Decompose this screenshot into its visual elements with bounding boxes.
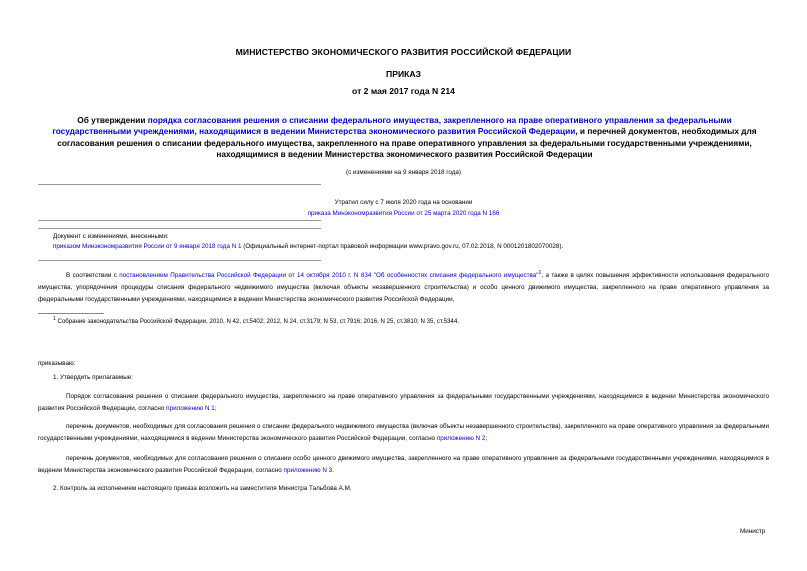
annex-3-end: . [332, 466, 334, 474]
annex-2-link[interactable]: приложению N 2 [436, 434, 486, 442]
footnote-number: 1 [53, 316, 56, 322]
annex-1-link[interactable]: приложению N 1 [166, 404, 215, 412]
item-2: 2. Контроль за исполнением настоящего приказа возложить на заместителя Министра Тальбова А.М. [53, 485, 352, 492]
item-1: 1. Утвердить прилагаемые: [53, 374, 133, 381]
annex-2-end: ; [485, 434, 488, 442]
order-heading: ПРИКАЗ [386, 69, 421, 79]
annex-1-end: ; [214, 404, 217, 412]
preamble-start: В соответствии с [66, 272, 120, 280]
annex-3-text: перечень документов, необходимых для согласования решения о списании особо ценного движимого имущества, закрепленного на праве оперативного управления за федеральными государственными учреждениями, находящимися в ведении Министерства экономического развития Российской Федерации, согласно [38, 455, 769, 474]
title-suffix: , и перечней документов, необходимых для согласования решения о списании федерального имущества, закрепленного на праве оперативного управления за федеральными государственными учреждениями, находящимися в ведении Министерства экономического развития Российской Федерации [57, 126, 757, 159]
preamble-paragraph [38, 268, 769, 305]
annex-1-text: Порядок согласования решения о списании федерального имущества, закрепленного на праве оперативного управления за федеральными государственными учреждениями, находящимися в ведении Министерства экономического развития Российской Федерации, согласно [38, 393, 769, 412]
lost-force-link[interactable]: приказа Минэкономразвития России от 25 марта 2020 года N 166 [307, 210, 500, 217]
footnote-ref: 1 [538, 270, 542, 276]
annex-2-text: перечень документов, необходимых для согласования решения о списании федерального недвижимого имущества (включая объекты незавершенного строительства), закрепленного на праве оперативного управления за федеральными государственными учреждениями, находящимися в ведении Министерства экономического развития Российской Федерации, согласно [38, 423, 769, 442]
order-date: от 2 мая 2017 года N 214 [352, 86, 455, 96]
divider [38, 220, 321, 221]
annex-1-paragraph [38, 391, 769, 415]
document-title [40, 115, 769, 160]
divider [38, 228, 321, 229]
changes-source: (Официальный интернет-портал правовой информации www.pravo.gov.ru, 07.02.2018, N 0001201802070028). [241, 243, 564, 250]
annex-3-link[interactable]: приложению N 3 [283, 466, 333, 474]
ministry-heading: МИНИСТЕРСТВО ЭКОНОМИЧЕСКОГО РАЗВИТИЯ РОССИЙСКОЙ ФЕДЕРАЦИИ [235, 47, 572, 57]
footnote-rule [38, 313, 104, 314]
changes-order-link[interactable]: приказом Минэкономразвития России от 9 января 2018 года N 1 [53, 243, 242, 250]
annex-2-paragraph [38, 421, 769, 445]
divider [38, 184, 321, 185]
footnote [53, 316, 459, 325]
title-procedure-link[interactable]: порядка согласования решения о списании федерального имущества, закрепленного на праве оперативного управления за федеральными государственными учреждениями, находящимися в ведении Министерства экономического развития Российской Федерации [52, 115, 732, 137]
revision-note: (с изменениями на 9 января 2018 года) [346, 169, 461, 176]
preamble-rest: , а также в целях повышения эффективности использования федерального имущества, упорядочения процедуры списания федерального недвижимого имущества (включая объекты незавершенного строительства) и особо ценного движимого имущества, закрепленного на праве оперативного управления за федеральными государственными учреждениями, находящимися в ведении Министерства экономического развития Российской Федерации, [38, 272, 769, 303]
footnote-text: Собрание законодательства Российской Федерации, 2010, N 42, ст.5402; 2012, N 24, ст.3179; N 53, ст.7916; 2016, N 25, ст.3810; N 35, ст.5344. [55, 318, 459, 326]
orders-line: приказываю: [38, 360, 76, 367]
title-prefix: Об утверждении [77, 115, 148, 125]
divider [38, 260, 321, 261]
changes-heading: Документ с изменениями, внесенными: [53, 233, 169, 240]
lost-force-note [0, 197, 807, 219]
annex-3-paragraph [38, 453, 769, 477]
lost-force-text: Утратил силу с 7 июля 2020 года на основании [334, 199, 473, 206]
government-resolution-link[interactable]: постановлением Правительства Российской Федерации от 14 октября 2010 г. N 834 "Об особенностях списания федерального имущества" [119, 272, 539, 280]
signature-label: Министр [740, 528, 766, 535]
changes-list [53, 243, 563, 250]
